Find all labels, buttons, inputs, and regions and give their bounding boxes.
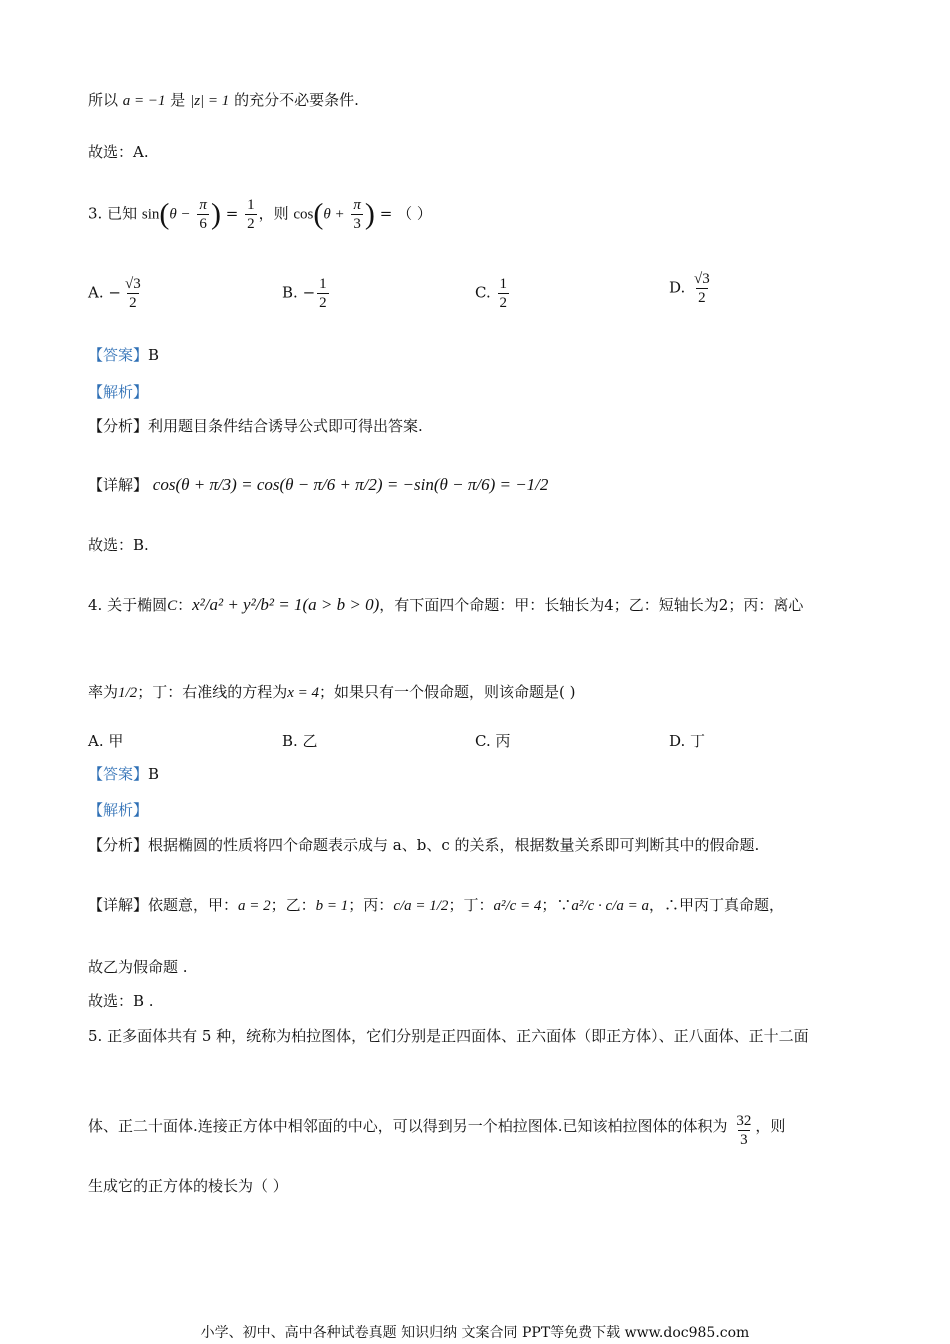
sin: sin [141, 206, 160, 223]
fenxi-3 [88, 416, 423, 436]
num: π [353, 197, 361, 213]
question-4 [88, 595, 803, 616]
xiangjie-tag: 【详解】 [88, 476, 149, 494]
frac [692, 270, 712, 307]
frac-pi-6 [197, 196, 209, 233]
num: 1 [319, 276, 327, 292]
conclusion-4: 故乙为假命题 . [88, 958, 188, 976]
option-d: D. 丁 [669, 732, 706, 750]
option-c: C. 丙 [475, 732, 511, 750]
option-c [475, 275, 511, 312]
text: ，有下面四个命题：甲：长轴长为4；乙：短轴长为2；丙：离心 [379, 596, 804, 614]
math: b = 1 [315, 898, 349, 914]
text: ；丙： [348, 896, 394, 914]
option-label: A. [88, 283, 104, 302]
choice-line: 故选：A. [88, 143, 149, 161]
answer-4 [88, 764, 159, 784]
xiangjie-tag: 【详解】 [88, 896, 149, 914]
den: 2 [247, 216, 255, 232]
den: 6 [199, 216, 207, 232]
text: 的充分不必要条件. [229, 91, 359, 109]
question-4-cont [88, 682, 575, 703]
option-a [88, 275, 145, 312]
choice-line: 故选：B. [88, 536, 149, 554]
num: 1 [247, 197, 255, 213]
num: π [199, 197, 207, 213]
den: 2 [129, 295, 137, 311]
math-a-eq: a = −1 [122, 93, 166, 109]
paren: ) [210, 197, 221, 231]
fenxi-4 [88, 835, 759, 855]
text: ；∵ [541, 896, 572, 914]
sign: − [302, 283, 316, 302]
math-abs-z: |z| = 1 [190, 93, 230, 109]
frac [317, 275, 329, 312]
math: c/a = 1/2 [393, 898, 449, 914]
ellipse-c: C [167, 598, 178, 614]
q4-prefix: 4. 关于椭圆 [88, 596, 168, 614]
frac-1-2 [245, 196, 257, 233]
sign: − [108, 283, 121, 302]
analysis-tag-4: 【解析】 [88, 801, 149, 819]
paren: ) [364, 197, 375, 231]
blank: （ ） [397, 204, 432, 223]
paren: ( [313, 197, 324, 231]
math: a = 2 [238, 898, 271, 914]
den: 2 [698, 290, 706, 306]
question-5: 5. 正多面体共有 5 种，统称为柏拉图体，它们分别是正四面体、正六面体（即正方体）、正八面体、正十二面 [88, 1027, 809, 1045]
text: ，∴甲丙丁真命题， [648, 896, 784, 914]
num: √3 [694, 271, 710, 287]
math-x-eq: x = 4 [287, 685, 319, 701]
text: 体、正二十面体.连接正方体中相邻面的中心，可以得到另一个柏拉图体.已知该柏拉图体的体积为 [88, 1117, 728, 1135]
theta-minus: θ − [169, 206, 191, 223]
text: 是 [165, 91, 191, 109]
text: ；乙： [270, 896, 316, 914]
xiangjie-3 [88, 475, 548, 495]
analysis-tag-3: 【解析】 [88, 383, 149, 401]
question-5-cont [88, 1112, 785, 1149]
fenxi-text: 根据椭圆的性质将四个命题表示成与 a、b、c 的关系，根据数量关系即可判断其中的假命题. [148, 836, 760, 854]
option-d [669, 270, 714, 307]
fenxi-tag: 【分析】 [88, 836, 149, 854]
text: ： [177, 596, 193, 614]
math: a²/c = 4 [493, 898, 542, 914]
frac-pi-3 [351, 196, 363, 233]
fenxi-tag: 【分析】 [88, 417, 149, 435]
text: ；如果只有一个假命题，则该命题是( ) [318, 683, 576, 701]
frac-32-3 [734, 1112, 753, 1149]
math-half: 1/2 [118, 685, 138, 701]
num: 32 [736, 1113, 752, 1129]
num: 1 [499, 276, 507, 292]
option-label: C. [475, 283, 491, 302]
xiangjie-4 [88, 895, 784, 916]
option-label: D. [669, 278, 686, 297]
answer-tag: 【答案】 [88, 346, 149, 364]
choice-line: 故选：B . [88, 992, 154, 1010]
num: √3 [124, 276, 141, 292]
text: ，则 [258, 204, 289, 223]
cos: cos [293, 206, 314, 223]
option-a: A. 甲 [88, 732, 124, 750]
den: 2 [319, 295, 327, 311]
equals: = [379, 204, 393, 223]
option-b [282, 275, 331, 312]
den: 2 [499, 295, 507, 311]
paren: ( [159, 197, 170, 231]
option-label: B. [282, 283, 298, 302]
frac [123, 275, 143, 312]
answer-3 [88, 345, 159, 365]
fenxi-text: 利用题目条件结合诱导公式即可得出答案. [148, 417, 423, 435]
equals: = [225, 204, 239, 223]
answer-value: B [148, 346, 160, 364]
line-sufficient-condition [88, 90, 359, 111]
text: ；丁：右准线的方程为 [137, 683, 288, 701]
q3-prefix: 3. 已知 [88, 204, 138, 223]
theta-plus: θ + [323, 206, 345, 223]
math: a²/c · c/a = a [571, 898, 649, 914]
question-5-end: 生成它的正方体的棱长为（ ） [88, 1177, 288, 1195]
text: 依题意，甲： [148, 896, 239, 914]
option-b: B. 乙 [282, 732, 318, 750]
text: ，则 [755, 1117, 786, 1135]
frac [498, 275, 510, 312]
text: 所以 [88, 91, 123, 109]
page-footer: 小学、初中、高中各种试卷真题 知识归纳 文案合同 PPT等免费下载 www.doc985.com [200, 1325, 750, 1341]
den: 3 [353, 216, 361, 232]
question-3 [88, 196, 432, 233]
derivation: cos(θ + π/3) = cos(θ − π/6 + π/2) = −sin(θ − π/6) = −1/2 [152, 475, 549, 494]
text: ；丁： [448, 896, 494, 914]
answer-tag: 【答案】 [88, 765, 149, 783]
text: 率为 [88, 683, 119, 701]
den: 3 [740, 1132, 748, 1148]
answer-value: B [148, 765, 160, 783]
ellipse-equation: x²/a² + y²/b² = 1(a > b > 0) [192, 595, 380, 614]
